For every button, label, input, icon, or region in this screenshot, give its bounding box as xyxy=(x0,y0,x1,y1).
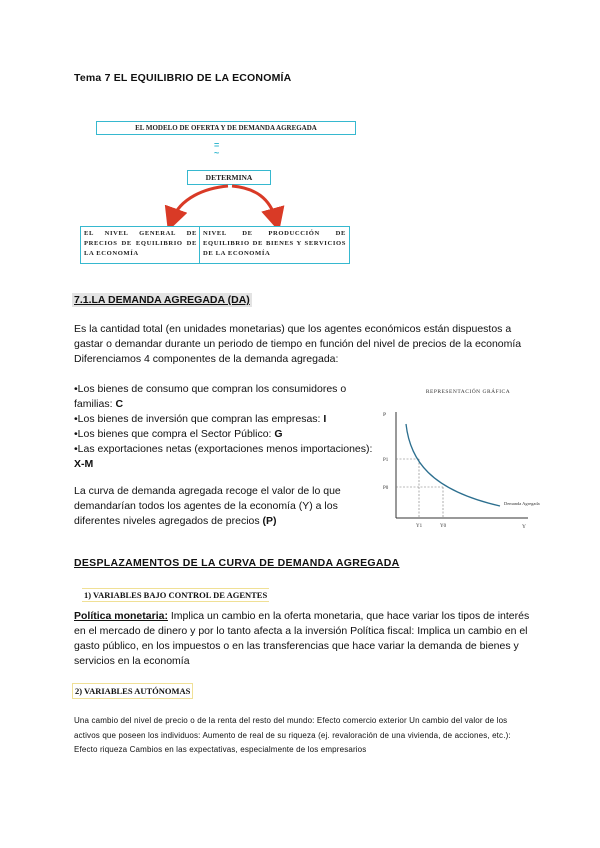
list-item: •Los bienes de inversión que compran las empresas: I xyxy=(74,413,327,425)
curve-paragraph: La curva de demanda agregada recoge el valor de lo que demandarían todos los agentes de la economía (Y) a los diferentes niveles agregados de precios (P) xyxy=(74,485,341,527)
y-tick-p0: P0 xyxy=(383,486,389,491)
chart-title: REPRESENTACIÓN GRÁFICA xyxy=(425,389,511,395)
legend-label: Demanda Agregada xyxy=(504,501,540,506)
aggregate-demand-chart xyxy=(378,382,548,532)
diagram-left-box: EL NIVEL GENERAL DE PRECIOS DE EQUILIBRIO DE LA ECONOMÍA xyxy=(80,226,201,264)
y-axis-label: P xyxy=(383,412,387,418)
components-list xyxy=(74,382,374,472)
variables-control-tag: 1) VARIABLES BAJO CONTROL DE AGENTES xyxy=(84,590,268,600)
arrow-right xyxy=(232,186,276,220)
section-heading-demanda: 7.1.LA DEMANDA AGREGADA (DA) xyxy=(74,294,250,306)
x-axis-label: Y xyxy=(522,524,526,530)
diagram-middle-box: DETERMINA xyxy=(187,170,271,185)
connector-mark: = ~ xyxy=(214,140,220,158)
intro-paragraph: Es la cantidad total (en unidades monetarias) que los agentes económicos están dispuestos a gastar o demandar durante un periodo de tiempo en función del nivel de precios de la economía Diferenciamos 4 componentes de la demanda agregada: xyxy=(74,323,522,365)
autonomous-paragraph: Una cambio del nivel de precio o de la renta del resto del mundo: Efecto comercio exterior Un cambio del valor de los activos que poseen los individuos: Aumento de real de su riqueza (ej. revaloración de una vivienda, de acciones, etc.): Efecto riqueza Cambios en las expectativas, especialmente de los empresarios xyxy=(74,716,511,754)
policy-paragraph: Política monetaria: Implica un cambio en la oferta monetaria, que hace variar los tipos de interés en el mercado de dinero y por lo tanto afecta a la inversión Política fiscal: Implica un cambio en el gasto público, en los impuestos o en las transferencias que hace variar la demanda de bienes y servicios en la economía xyxy=(74,610,530,667)
list-item: •Los bienes de consumo que compran los consumidores o familias: C xyxy=(74,383,347,410)
demand-curve xyxy=(406,424,500,506)
diagram-arrows xyxy=(150,180,310,228)
diagram-right-box: NIVEL DE PRODUCCIÓN DE EQUILIBRIO DE BIENES Y SERVICIOS DE LA ECONOMÍA xyxy=(199,226,350,264)
document-title: Tema 7 EL EQUILIBRIO DE LA ECONOMÍA xyxy=(74,72,292,84)
list-item: •Los bienes que compra el Sector Público: G xyxy=(74,428,283,440)
section-heading-desplazamientos: DESPLAZAMENTOS DE LA CURVA DE DEMANDA AGREGADA xyxy=(74,557,400,569)
diagram-top-box: EL MODELO DE OFERTA Y DE DEMANDA AGREGADA xyxy=(96,121,356,135)
y-tick-p1: P1 xyxy=(383,458,389,463)
x-tick-y1: Y1 xyxy=(416,524,423,529)
variables-autonomas-tag: 2) VARIABLES AUTÓNOMAS xyxy=(72,683,193,699)
x-tick-y0: Y0 xyxy=(440,524,447,529)
list-item: •Las exportaciones netas (exportaciones menos importaciones): X-M xyxy=(74,443,373,470)
arrow-left xyxy=(172,186,228,220)
